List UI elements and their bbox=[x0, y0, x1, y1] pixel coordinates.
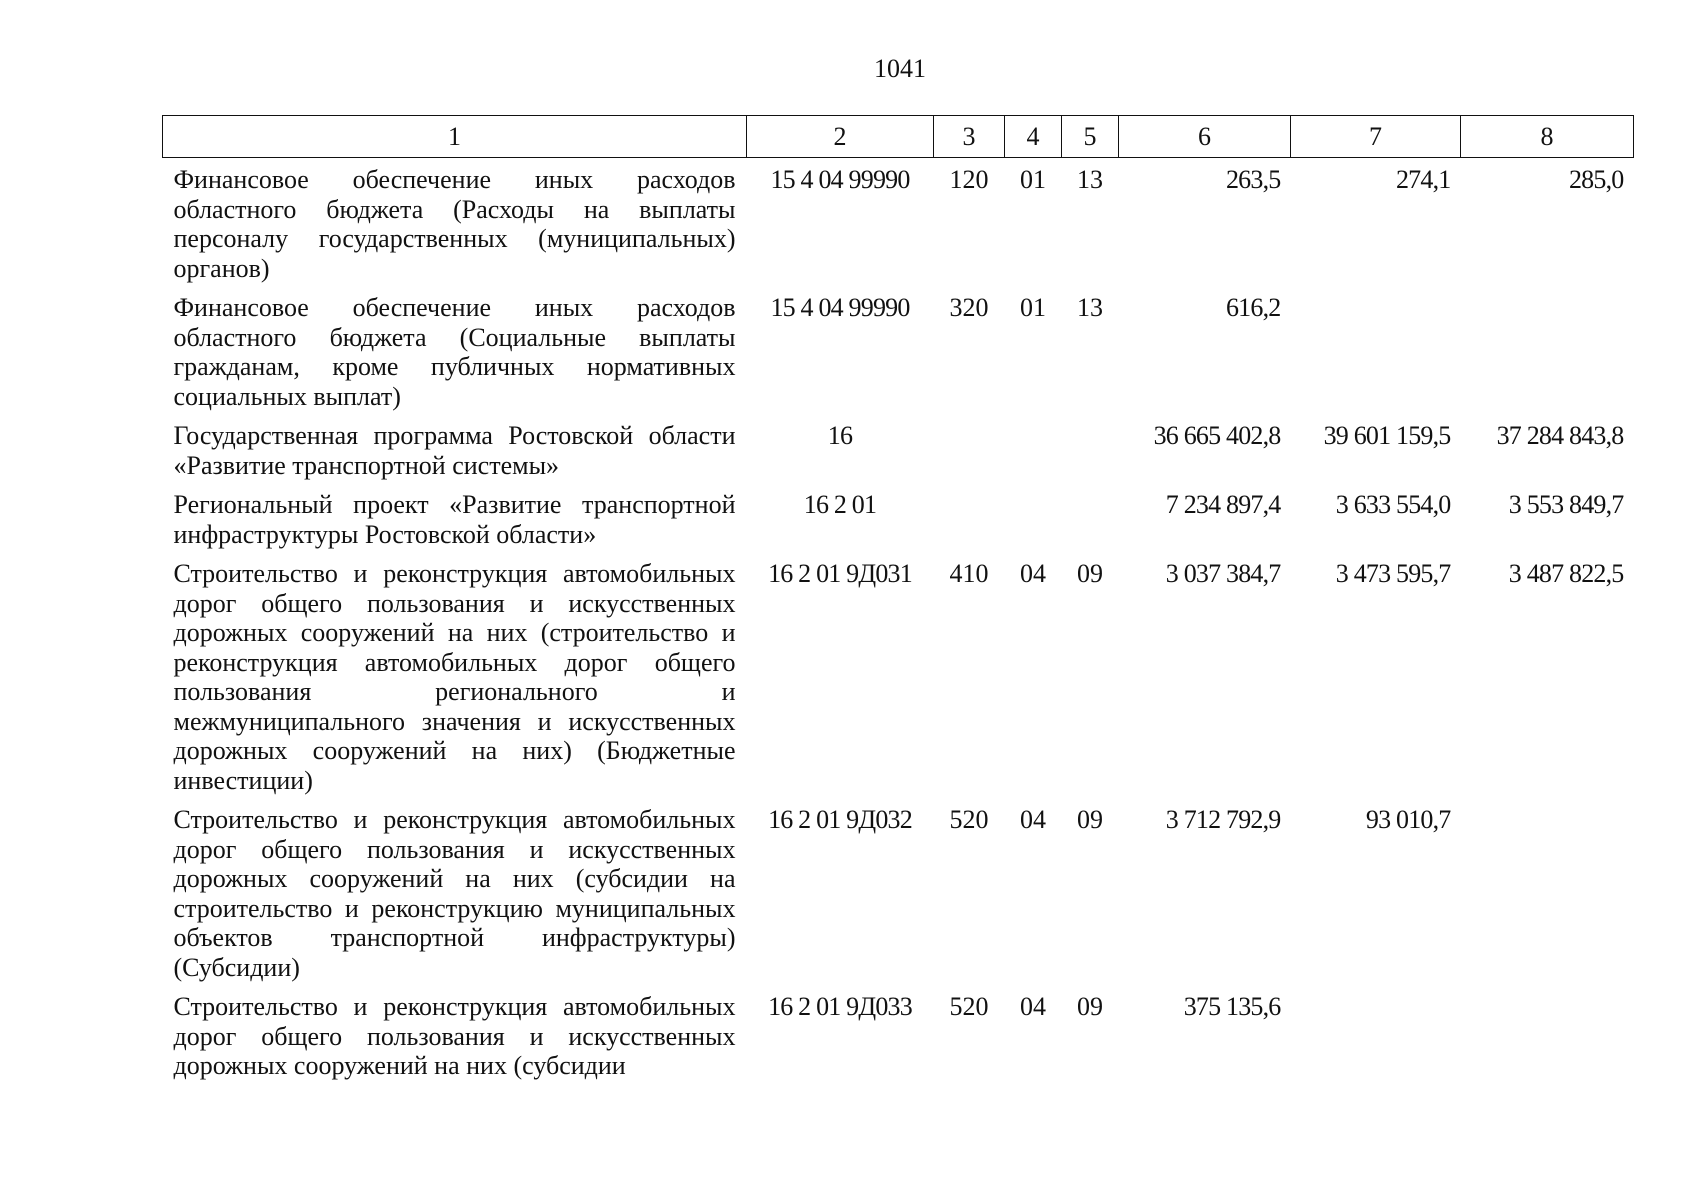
column-header-8: 8 bbox=[1461, 116, 1634, 158]
row-target-code: 16 2 01 9Д032 bbox=[768, 805, 912, 834]
row-amount-year2: 3 473 595,7 bbox=[1335, 559, 1451, 588]
row-section: 04 bbox=[1020, 992, 1046, 1021]
row-subsection: 13 bbox=[1077, 165, 1103, 194]
row-amount-year1: 263,5 bbox=[1225, 165, 1281, 194]
column-header-1: 1 bbox=[163, 116, 747, 158]
column-header-2: 2 bbox=[747, 116, 934, 158]
row-amount-year2: 93 010,7 bbox=[1365, 805, 1451, 834]
row-subsection: 13 bbox=[1077, 293, 1103, 322]
row-target-code: 15 4 04 99990 bbox=[770, 293, 910, 322]
table-row bbox=[163, 490, 1634, 559]
table-row bbox=[163, 805, 1634, 992]
row-subsection bbox=[1062, 421, 1119, 490]
row-amount-year1: 7 234 897,4 bbox=[1165, 490, 1281, 519]
row-section: 04 bbox=[1020, 559, 1046, 588]
table-row bbox=[163, 559, 1634, 805]
table-row bbox=[163, 293, 1634, 421]
row-expense-type: 410 bbox=[949, 559, 989, 588]
table-row bbox=[163, 421, 1634, 490]
row-section bbox=[1005, 490, 1062, 559]
row-amount-year3 bbox=[1461, 992, 1634, 1091]
row-description: Финансовое обеспечение иных расходов областного бюджета (Социальные выплаты гражданам, кроме публичных нормативных социальных выплат) bbox=[173, 293, 736, 411]
row-amount-year2 bbox=[1291, 293, 1461, 421]
column-header-6: 6 bbox=[1119, 116, 1291, 158]
row-amount-year3: 3 553 849,7 bbox=[1508, 490, 1624, 519]
row-description: Строительство и реконструкция автомобильных дорог общего пользования и искусственных дорожных сооружений на них (строительство и реконструкция автомобильных дорог общего пользования регионального и межмуниципального значения и искусственных дорожных сооружений на них) (Бюджетные инвестиции) bbox=[173, 559, 736, 795]
row-subsection: 09 bbox=[1077, 805, 1103, 834]
row-target-code: 15 4 04 99990 bbox=[770, 165, 910, 194]
row-amount-year1: 375 135,6 bbox=[1183, 992, 1281, 1021]
row-expense-type: 120 bbox=[949, 165, 989, 194]
header-row bbox=[163, 116, 1634, 158]
row-amount-year2: 3 633 554,0 bbox=[1335, 490, 1451, 519]
row-amount-year1: 616,2 bbox=[1225, 293, 1281, 322]
row-expense-type: 520 bbox=[949, 992, 989, 1021]
column-header-7: 7 bbox=[1291, 116, 1461, 158]
row-amount-year1: 36 665 402,8 bbox=[1153, 421, 1281, 450]
row-amount-year2: 274,1 bbox=[1395, 165, 1451, 194]
row-description: Финансовое обеспечение иных расходов областного бюджета (Расходы на выплаты персоналу государственных (муниципальных) органов) bbox=[173, 165, 736, 283]
table-body bbox=[163, 158, 1634, 1091]
row-expense-type bbox=[934, 421, 1005, 490]
row-target-code: 16 2 01 9Д033 bbox=[768, 992, 912, 1021]
row-amount-year1: 3 037 384,7 bbox=[1165, 559, 1281, 588]
row-section bbox=[1005, 421, 1062, 490]
row-description: Государственная программа Ростовской области «Развитие транспортной системы» bbox=[173, 421, 736, 480]
row-expense-type: 520 bbox=[949, 805, 989, 834]
row-amount-year3 bbox=[1461, 293, 1634, 421]
row-amount-year2 bbox=[1291, 992, 1461, 1091]
row-subsection: 09 bbox=[1077, 992, 1103, 1021]
column-header-3: 3 bbox=[934, 116, 1005, 158]
row-target-code: 16 2 01 bbox=[803, 490, 877, 519]
row-subsection: 09 bbox=[1077, 559, 1103, 588]
row-amount-year3: 3 487 822,5 bbox=[1508, 559, 1624, 588]
table-row bbox=[163, 158, 1634, 294]
row-section: 04 bbox=[1020, 805, 1046, 834]
table-row bbox=[163, 992, 1634, 1091]
row-expense-type: 320 bbox=[949, 293, 989, 322]
row-expense-type bbox=[934, 490, 1005, 559]
row-amount-year1: 3 712 792,9 bbox=[1165, 805, 1281, 834]
row-section: 01 bbox=[1020, 293, 1046, 322]
column-header-4: 4 bbox=[1005, 116, 1062, 158]
row-amount-year3: 37 284 843,8 bbox=[1496, 421, 1624, 450]
column-header-5: 5 bbox=[1062, 116, 1119, 158]
row-target-code: 16 2 01 9Д031 bbox=[768, 559, 912, 588]
row-description: Региональный проект «Развитие транспортной инфраструктуры Ростовской области» bbox=[173, 490, 736, 549]
row-amount-year2: 39 601 159,5 bbox=[1323, 421, 1451, 450]
row-description: Строительство и реконструкция автомобильных дорог общего пользования и искусственных дорожных сооружений на них (субсидии на строительство и реконструкцию муниципальных объектов транспортной инфраструктуры) (Субсидии) bbox=[173, 805, 736, 982]
table-header bbox=[163, 116, 1634, 158]
row-amount-year3: 285,0 bbox=[1568, 165, 1624, 194]
page-number: 1041 bbox=[874, 54, 926, 83]
row-description: Строительство и реконструкция автомобильных дорог общего пользования и искусственных дорожных сооружений на них (субсидии bbox=[173, 992, 736, 1080]
row-target-code: 16 bbox=[827, 421, 853, 450]
row-section: 01 bbox=[1020, 165, 1046, 194]
budget-table bbox=[162, 115, 1634, 1091]
row-subsection bbox=[1062, 490, 1119, 559]
row-amount-year3 bbox=[1461, 805, 1634, 992]
